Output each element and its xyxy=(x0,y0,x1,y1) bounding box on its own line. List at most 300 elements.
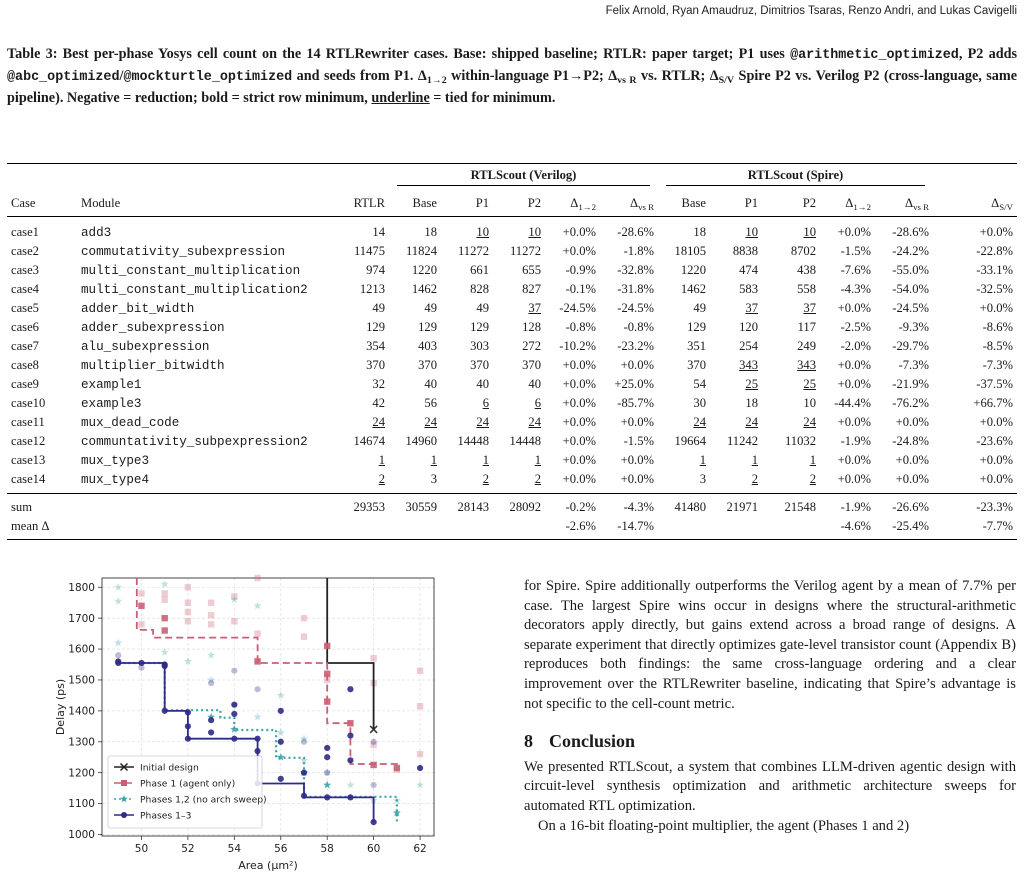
value-cell: 272 xyxy=(522,339,541,353)
value-cell: -10.2% xyxy=(559,339,596,353)
data-point xyxy=(254,630,260,636)
pareto-figure xyxy=(50,570,450,880)
y-tick-label: 1400 xyxy=(68,705,95,718)
x-tick-label: 58 xyxy=(320,843,334,855)
value-cell: 1220 xyxy=(411,263,437,277)
value-cell: +0.0% xyxy=(562,434,596,448)
module-name: add3 xyxy=(81,225,112,240)
case-id: case8 xyxy=(11,358,39,372)
caption-text: Table 3: Best per-phase Yosys cell count on the 14 RTLRewriter cases. Base: shipped baseline; RTLR: paper target; P1 uses xyxy=(7,46,791,62)
value-cell: 2 xyxy=(378,472,385,486)
y-tick-label: 1600 xyxy=(68,643,95,656)
value-cell: +0.0% xyxy=(562,396,596,410)
section-number: 8 xyxy=(524,731,533,752)
data-point xyxy=(324,671,330,677)
value-cell: 10 xyxy=(803,225,816,239)
case-id: case7 xyxy=(11,339,39,353)
x-tick-label: 54 xyxy=(227,843,242,855)
data-point xyxy=(114,583,122,591)
value-cell: -55.0% xyxy=(892,263,929,277)
value-cell: 6 xyxy=(482,396,489,410)
caption-delta: Δ xyxy=(608,68,618,84)
section-heading xyxy=(524,732,1016,752)
value-cell: +0.0% xyxy=(620,415,654,429)
sum-cell: 41480 xyxy=(658,494,710,518)
col-header-base: Base xyxy=(389,190,441,217)
data-point xyxy=(138,603,144,609)
value-cell: 14960 xyxy=(405,434,437,448)
value-cell: 827 xyxy=(522,282,541,296)
value-cell: 25 xyxy=(803,377,816,391)
data-point xyxy=(254,713,262,721)
value-cell: 128 xyxy=(522,320,541,334)
data-point xyxy=(207,651,215,659)
data-point xyxy=(301,793,307,799)
value-cell: -28.6% xyxy=(892,225,929,239)
value-cell: +0.0% xyxy=(562,244,596,258)
caption-code: @arithmetic_optimized xyxy=(790,48,959,63)
col-header-case: Case xyxy=(7,190,77,217)
data-point xyxy=(208,612,214,618)
value-cell: 2 xyxy=(751,472,758,486)
value-cell: 8838 xyxy=(732,244,758,258)
value-cell: +0.0% xyxy=(562,415,596,429)
value-cell: -28.6% xyxy=(617,225,654,239)
sum-cell: 29353 xyxy=(333,494,389,518)
case-id: case6 xyxy=(11,320,39,334)
mean-label: mean Δ xyxy=(7,517,77,540)
mean-cell xyxy=(441,517,493,540)
data-point xyxy=(301,634,307,640)
value-cell: 8702 xyxy=(790,244,816,258)
caption-underline-word: underline xyxy=(371,90,430,106)
y-tick-label: 1200 xyxy=(68,767,95,780)
value-cell: +0.0% xyxy=(979,453,1013,467)
value-cell: 25 xyxy=(745,377,758,391)
value-cell: -2.5% xyxy=(840,320,871,334)
data-point xyxy=(138,590,144,596)
value-cell: -32.8% xyxy=(617,263,654,277)
value-cell: 24 xyxy=(528,415,541,429)
value-cell: 403 xyxy=(418,339,437,353)
value-cell: +0.0% xyxy=(837,415,871,429)
value-cell: -31.8% xyxy=(617,282,654,296)
data-point xyxy=(230,725,238,733)
data-point xyxy=(324,698,330,704)
data-point xyxy=(161,615,167,621)
value-cell: 1 xyxy=(751,453,758,467)
value-cell: +0.0% xyxy=(562,377,596,391)
data-point xyxy=(417,765,423,771)
data-point xyxy=(323,781,331,789)
value-cell: 370 xyxy=(687,358,706,372)
sum-label: sum xyxy=(7,494,77,518)
value-cell: +0.0% xyxy=(979,301,1013,315)
value-cell: -24.5% xyxy=(559,301,596,315)
table-body xyxy=(7,217,1017,494)
case-id: case11 xyxy=(11,415,45,429)
sum-cell: 21548 xyxy=(762,494,820,518)
mean-cell: -4.6% xyxy=(820,517,875,540)
value-cell: 18 xyxy=(693,225,706,239)
value-cell: 30 xyxy=(693,396,706,410)
table-row xyxy=(7,356,1017,375)
value-cell: -7.3% xyxy=(982,358,1013,372)
value-cell: 11272 xyxy=(457,244,489,258)
value-cell: 343 xyxy=(797,358,816,372)
caption-text: vs. RTLR; xyxy=(636,68,710,84)
value-cell: -44.4% xyxy=(834,396,871,410)
value-cell: 828 xyxy=(470,282,489,296)
value-cell: 10 xyxy=(803,396,816,410)
value-cell: +0.0% xyxy=(620,358,654,372)
data-point xyxy=(347,686,353,692)
module-name: adder_bit_width xyxy=(81,301,195,316)
value-cell: -0.8% xyxy=(623,320,654,334)
value-cell: 10 xyxy=(528,225,541,239)
data-point xyxy=(254,748,260,754)
value-cell: 2 xyxy=(482,472,489,486)
data-point xyxy=(231,711,237,717)
data-point xyxy=(231,618,237,624)
sum-cell: 28143 xyxy=(441,494,493,518)
caption-text: / xyxy=(119,68,124,84)
data-point xyxy=(417,667,423,673)
caption-delta: Δ xyxy=(417,68,427,84)
value-cell: -23.6% xyxy=(976,434,1013,448)
col-header-p2: P2 xyxy=(762,190,820,217)
value-cell: -9.3% xyxy=(898,320,929,334)
caption-text: Spire P2 vs. Verilog P2 (cross-language, same pipeline). Negative = reduction; bold = strict row minimum, xyxy=(7,68,1018,106)
value-cell: 3 xyxy=(699,472,706,486)
module-name: mux_type4 xyxy=(81,472,150,487)
module-name: example3 xyxy=(81,396,142,411)
data-point xyxy=(371,739,377,745)
data-point xyxy=(394,765,400,771)
data-point xyxy=(115,658,121,664)
data-point xyxy=(185,618,191,624)
x-tick-label: 50 xyxy=(134,843,149,855)
data-point xyxy=(254,575,260,581)
table-row xyxy=(7,318,1017,337)
data-point xyxy=(161,580,169,588)
value-cell: +0.0% xyxy=(895,453,929,467)
data-point xyxy=(324,745,330,751)
x-tick-label: 56 xyxy=(274,843,288,855)
value-cell: -24.2% xyxy=(892,244,929,258)
value-cell: -1.5% xyxy=(623,434,654,448)
value-cell: 11242 xyxy=(726,434,758,448)
value-cell: -0.1% xyxy=(565,282,596,296)
data-point xyxy=(370,762,376,768)
case-id: case2 xyxy=(11,244,39,258)
value-cell: +0.0% xyxy=(562,358,596,372)
value-cell: -4.3% xyxy=(840,282,871,296)
col-header-delta-vsr: $\Delta_{vs R}$ xyxy=(875,190,933,217)
value-cell: 40 xyxy=(476,377,489,391)
x-tick-label: 52 xyxy=(181,843,195,855)
data-point xyxy=(138,660,144,666)
y-axis-label: Delay (ps) xyxy=(54,678,67,736)
caption-text: = tied for minimum. xyxy=(429,90,556,106)
data-point xyxy=(138,621,144,627)
caption-text: and seeds from P1. xyxy=(292,68,418,84)
value-cell: 129 xyxy=(366,320,385,334)
table-row xyxy=(7,470,1017,494)
value-cell: 18 xyxy=(424,225,437,239)
value-cell: 2 xyxy=(809,472,816,486)
table-column-header-row xyxy=(7,190,1017,217)
value-cell: 49 xyxy=(372,301,385,315)
table-row xyxy=(7,242,1017,261)
data-point xyxy=(254,736,260,742)
legend-label: Phases 1–3 xyxy=(140,810,192,822)
sum-cell: 21971 xyxy=(710,494,762,518)
module-name: adder_subexpression xyxy=(81,320,225,335)
module-name: communtativity_subpexpression2 xyxy=(81,434,308,449)
value-cell: -24.5% xyxy=(617,301,654,315)
value-cell: 354 xyxy=(366,339,385,353)
value-cell: 14 xyxy=(372,225,385,239)
module-name: commutativity_subexpression xyxy=(81,244,286,259)
col-header-module: Module xyxy=(77,190,333,217)
caption-text: , P2 adds xyxy=(958,46,1017,62)
series-line xyxy=(137,578,397,768)
data-point xyxy=(231,736,237,742)
mean-cell xyxy=(333,517,389,540)
value-cell: -32.5% xyxy=(976,282,1013,296)
value-cell: -0.8% xyxy=(565,320,596,334)
body-text-column xyxy=(524,577,1016,836)
value-cell: +0.0% xyxy=(562,472,596,486)
value-cell: 583 xyxy=(739,282,758,296)
value-cell: 37 xyxy=(803,301,816,315)
value-cell: -0.9% xyxy=(565,263,596,277)
value-cell: -21.9% xyxy=(892,377,929,391)
data-point xyxy=(417,703,423,709)
value-cell: 438 xyxy=(797,263,816,277)
table-row xyxy=(7,299,1017,318)
value-cell: -85.7% xyxy=(617,396,654,410)
data-point xyxy=(416,781,424,789)
legend-label: Initial design xyxy=(140,762,199,774)
value-cell: 129 xyxy=(418,320,437,334)
value-cell: 24 xyxy=(476,415,489,429)
sum-cell: -23.3% xyxy=(933,494,1017,518)
value-cell: 11824 xyxy=(405,244,437,258)
data-point xyxy=(115,652,121,658)
pareto-chart xyxy=(50,570,450,875)
value-cell: +0.0% xyxy=(562,453,596,467)
data-point xyxy=(162,663,168,669)
case-id: case14 xyxy=(11,472,46,486)
value-cell: 117 xyxy=(797,320,816,334)
value-cell: -22.8% xyxy=(976,244,1013,258)
data-point xyxy=(208,729,214,735)
data-point xyxy=(324,643,330,649)
data-point xyxy=(114,639,122,647)
value-cell: 11475 xyxy=(353,244,385,258)
value-cell: 129 xyxy=(470,320,489,334)
value-cell: 49 xyxy=(476,301,489,315)
module-name: multi_constant_multiplication2 xyxy=(81,282,308,297)
data-point xyxy=(161,627,167,633)
value-cell: +0.0% xyxy=(979,472,1013,486)
value-cell: 249 xyxy=(797,339,816,353)
value-cell: 370 xyxy=(366,358,385,372)
table-row xyxy=(7,413,1017,432)
value-cell: -2.0% xyxy=(840,339,871,353)
value-cell: 303 xyxy=(470,339,489,353)
value-cell: +0.0% xyxy=(620,472,654,486)
case-id: case5 xyxy=(11,301,39,315)
value-cell: 18105 xyxy=(674,244,706,258)
data-point xyxy=(114,597,122,605)
col-header-delta-12: $\Delta_{1\to 2}$ xyxy=(545,190,600,217)
data-point xyxy=(208,680,214,686)
mean-cell xyxy=(710,517,762,540)
value-cell: +0.0% xyxy=(837,377,871,391)
data-point xyxy=(254,658,260,664)
value-cell: 49 xyxy=(693,301,706,315)
data-point xyxy=(371,782,377,788)
value-cell: -1.8% xyxy=(623,244,654,258)
data-point xyxy=(208,621,214,627)
value-cell: 2 xyxy=(534,472,541,486)
data-point xyxy=(254,602,262,610)
mean-cell xyxy=(762,517,820,540)
caption-delta-sub: 1→2 xyxy=(426,75,447,86)
data-point xyxy=(185,600,191,606)
value-cell: 14674 xyxy=(353,434,385,448)
data-point xyxy=(208,600,214,606)
module-name: alu_subexpression xyxy=(81,339,210,354)
sum-cell: -4.3% xyxy=(600,494,658,518)
col-header-delta-vsr: $\Delta_{vs R}$ xyxy=(600,190,658,217)
value-cell: +0.0% xyxy=(562,225,596,239)
module-name: example1 xyxy=(81,377,142,392)
value-cell: 661 xyxy=(470,263,489,277)
value-cell: 129 xyxy=(687,320,706,334)
table-row xyxy=(7,280,1017,299)
case-id: case12 xyxy=(11,434,46,448)
sum-cell: 30559 xyxy=(389,494,441,518)
value-cell: -1.5% xyxy=(840,244,871,258)
group-header-verilog: RTLScout (Verilog) xyxy=(397,168,650,186)
mean-cell xyxy=(658,517,710,540)
module-name: multi_constant_multiplication xyxy=(81,263,301,278)
case-id: case3 xyxy=(11,263,39,277)
data-point xyxy=(208,717,214,723)
case-id: case13 xyxy=(11,453,46,467)
value-cell: 351 xyxy=(687,339,706,353)
table-sum-row xyxy=(7,494,1017,518)
col-header-rtlr: RTLR xyxy=(333,190,389,217)
value-cell: 11032 xyxy=(784,434,816,448)
value-cell: +0.0% xyxy=(837,453,871,467)
value-cell: +0.0% xyxy=(837,358,871,372)
value-cell: 120 xyxy=(739,320,758,334)
y-tick-label: 1100 xyxy=(68,798,95,811)
table-mean-row xyxy=(7,517,1017,540)
value-cell: 1 xyxy=(534,453,541,467)
value-cell: 11272 xyxy=(509,244,541,258)
value-cell: 24 xyxy=(424,415,437,429)
value-cell: 18 xyxy=(745,396,758,410)
value-cell: -7.3% xyxy=(898,358,929,372)
table-row xyxy=(7,451,1017,470)
value-cell: -76.2% xyxy=(892,396,929,410)
value-cell: 254 xyxy=(739,339,758,353)
value-cell: -8.6% xyxy=(982,320,1013,334)
value-cell: +0.0% xyxy=(837,225,871,239)
value-cell: 14448 xyxy=(509,434,541,448)
caption-delta-sub: S/V xyxy=(718,75,735,86)
value-cell: +0.0% xyxy=(620,453,654,467)
value-cell: -29.7% xyxy=(892,339,929,353)
body-paragraph: We presented RTLScout, a system that combines LLM-driven agentic design with circuit-level synthesis optimization and arithmetic architecture sweeps for automated RTL optimization. xyxy=(524,758,1016,814)
caption-code: @abc_optimized xyxy=(7,70,120,85)
y-tick-label: 1300 xyxy=(68,736,95,749)
data-point xyxy=(417,751,423,757)
value-cell: -33.1% xyxy=(976,263,1013,277)
mean-cell: -7.7% xyxy=(933,517,1017,540)
value-cell: +66.7% xyxy=(973,396,1013,410)
value-cell: -54.0% xyxy=(892,282,929,296)
value-cell: -1.9% xyxy=(840,434,871,448)
table-row xyxy=(7,337,1017,356)
value-cell: 14448 xyxy=(457,434,489,448)
value-cell: 1 xyxy=(482,453,489,467)
data-point xyxy=(161,590,167,596)
data-point xyxy=(278,776,284,782)
sum-cell: -1.9% xyxy=(820,494,875,518)
col-header-p1: P1 xyxy=(710,190,762,217)
value-cell: 19664 xyxy=(674,434,706,448)
mean-cell: -2.6% xyxy=(545,517,600,540)
value-cell: 343 xyxy=(739,358,758,372)
section-title: Conclusion xyxy=(549,731,636,752)
value-cell: 32 xyxy=(372,377,385,391)
table-row xyxy=(7,261,1017,280)
value-cell: 474 xyxy=(739,263,758,277)
y-tick-label: 1500 xyxy=(68,674,95,687)
value-cell: 370 xyxy=(418,358,437,372)
data-point xyxy=(324,794,330,800)
data-point xyxy=(370,655,376,661)
value-cell: +0.0% xyxy=(979,225,1013,239)
module-name: mux_dead_code xyxy=(81,415,180,430)
value-cell: -24.8% xyxy=(892,434,929,448)
data-point xyxy=(254,686,260,692)
value-cell: -24.5% xyxy=(892,301,929,315)
data-point xyxy=(185,609,191,615)
table-row xyxy=(7,432,1017,451)
value-cell: 1 xyxy=(809,453,816,467)
caption-delta: Δ xyxy=(709,68,719,84)
value-cell: +0.0% xyxy=(895,472,929,486)
data-point xyxy=(301,739,307,745)
value-cell: -8.5% xyxy=(982,339,1013,353)
col-header-delta-12: $\Delta_{1\to 2}$ xyxy=(820,190,875,217)
table-row xyxy=(7,375,1017,394)
data-point xyxy=(324,754,330,760)
value-cell: 3 xyxy=(430,472,437,486)
data-point xyxy=(301,770,307,776)
y-tick-label: 1000 xyxy=(68,829,95,842)
caption-text: within-language P1→P2; xyxy=(446,68,609,84)
value-cell: 54 xyxy=(693,377,706,391)
